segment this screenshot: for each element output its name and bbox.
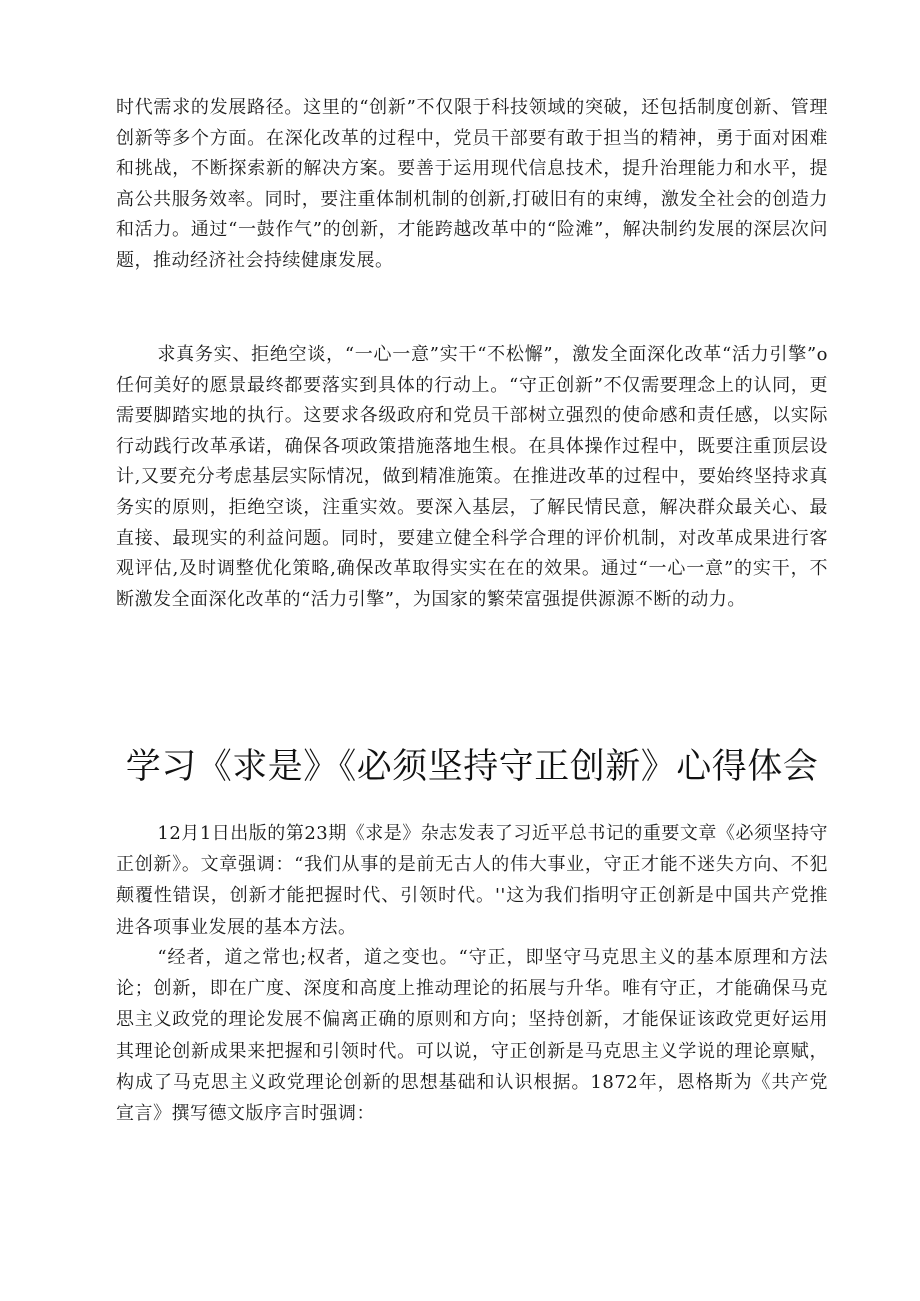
section-title: 学习《求是》《必须坚持守正创新》心得体会 [125,747,819,787]
body-paragraph: 求真务实、拒绝空谈，“一心一意”实干“不松懈”，激发全面深化改革“活力引擎”o任何美好的愿景最终都要落实到具体的行动上。“守正创新”不仅需要理念上的认同，更需要脚踏实地的执行。这要求各级政府和党员干部树立强烈的使命感和责任感，以实际行动践行改革承诺，确保各项政策措施落地生根。在具体操作过程中，既要注重顶层设计,又要充分考虑基层实际情况，做到精准施策。在推进改革的过程中，要始终坚持求真务实的原则，拒绝空谈，注重实效。要深入基层，了解民情民意，解决群众最关心、最直接、最现实的利益问题。同时，要建立健全科学合理的评价机制，对改革成果进行客观评估,及时调整优化策略,确保改革取得实实在在的效果。通过“一心一意”的实干，不断激发全面深化改革的“活力引擎”，为国家的繁荣富强提供源源不断的动力。 [116,344,828,610]
body-paragraph: 时代需求的发展路径。这里的“创新”不仅限于科技领域的突破，还包括制度创新、管理创新等多个方面。在深化改革的过程中，党员干部要有敢于担当的精神，勇于面对困难和挑战，不断探索新的解决方案。要善于运用现代信息技术，提升治理能力和水平，提高公共服务效率。同时，要注重体制机制的创新,打破旧有的束缚，激发全社会的创造力和活力。通过“一鼓作气”的创新，才能跨越改革中的“险滩”，解决制约发展的深层次问题，推动经济社会持续健康发展。 [116,97,828,271]
body-paragraph: “经者，道之常也;权者，道之变也。“守正，即坚守马克思主义的基本原理和方法论；创新，即在广度、深度和高度上推动理论的拓展与升华。唯有守正，才能确保马克思主义政党的理论发展不偏离正确的原则和方向；坚持创新，才能保证该政党更好运用其理论创新成果来把握和引领时代。可以说，守正创新是马克思主义学说的理论禀赋，构成了马克思主义政党理论创新的思想基础和认识根据。1872年，恩格斯为《共产党宣言》撰写德文版序言时强调： [116,947,828,1125]
body-paragraph: 12月1日出版的第23期《求是》杂志发表了习近平总书记的重要文章《必须坚持守正创新》。文章强调：“我们从事的是前无古人的伟大事业，守正才能不迷失方向、不犯颠覆性错误，创新才能把握时代、引领时代。''这为我们指明守正创新是中国共产党推进各项事业发展的基本方法。 [116,823,828,938]
